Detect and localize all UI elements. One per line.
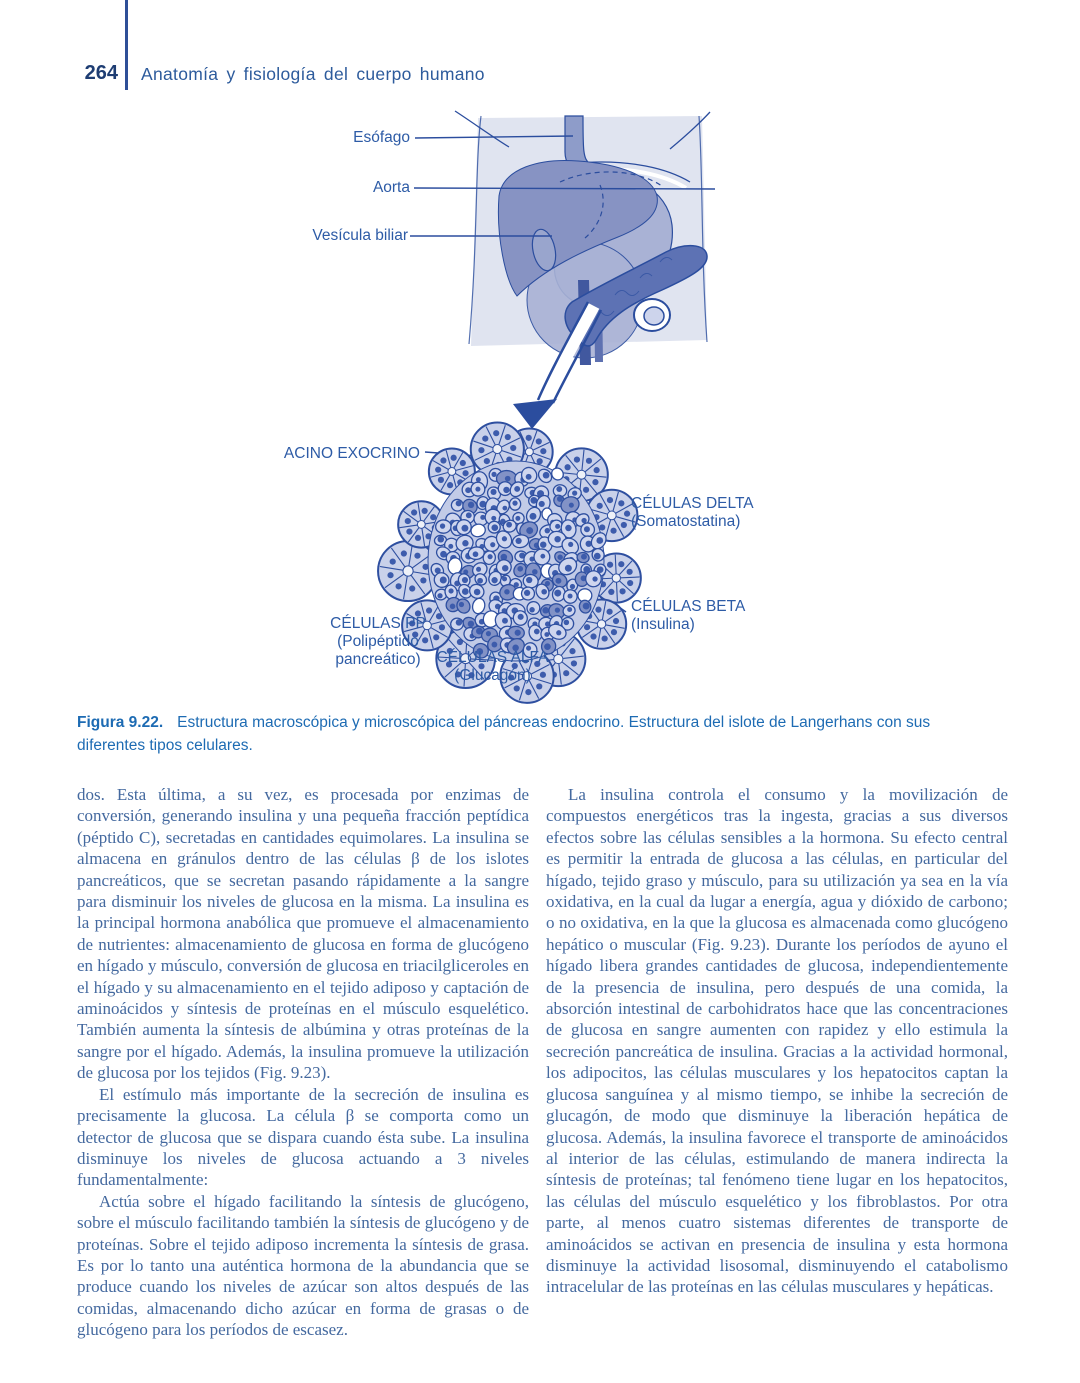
body-columns — [77, 784, 1008, 1341]
paragraph: El estímulo más importante de la secreción de insulina es precisamente la glucosa. La célula β se comporta como un detector de glucosa que se dispara cuando ésta sube. La insulina disminuye los niveles de glucosa actuando a 3 niveles fundamentalmente: — [77, 1084, 529, 1190]
left-column — [77, 784, 529, 1341]
paragraph: dos. Esta última, a su vez, es procesada por enzimas de conversión, generando insulina y una pequeña fracción peptídica (péptido C), secretadas en cantidades equimolares. La insulina se almacena en gránulos dentro de las células β de los islotes pancreáticos, que se secretan pasando rápidamente a la sangre para disminuir los niveles de glucosa en la misma. La insulina es la principal hormona anabólica que promueve el almacenamiento de nutrientes: almacenamiento de glucosa en forma de glucógeno en hígado y músculo, conversión de glucosa en triacilgliceroles en el hígado y su almacenamiento en el tejido adiposo y captación de aminoácidos y síntesis de proteínas en el músculo esquelético. También aumenta la síntesis de albúmina y otras proteínas de la sangre por el hígado. Además, la insulina promueve la utilización de glucosa por los tejidos (Fig. 9.23). — [77, 785, 529, 1083]
label-aorta: Aorta — [372, 179, 410, 196]
label-delta-sub: (Somatostatina) — [631, 513, 741, 530]
label-gallbladder: Vesícula biliar — [312, 227, 408, 244]
caption-label: Figura 9.22. — [77, 714, 164, 731]
running-header-title: Anatomía y fisiología del cuerpo humano — [141, 64, 485, 84]
label-pp-cells — [316, 615, 440, 669]
label-alfa-title: CÉLULAS ALFA — [436, 649, 549, 666]
label-alfa-sub: (Glucagón) — [454, 667, 531, 684]
label-pp-sub2: pancreático) — [335, 651, 421, 668]
paragraph: Actúa sobre el hígado facilitando la síntesis de glucógeno, sobre el músculo facilitando también la síntesis de glucógeno y de proteínas. Sobre el tejido adiposo incrementa la síntesis de grasa. Es por lo tanto una auténtica hormona de la abundancia que se produce cuando los niveles de azúcar son altos después de las comidas, almacenando dicho azúcar en forma de grasas o de glucógeno para los períodos de escasez. — [77, 1191, 529, 1340]
label-exocrine-acinus: ACINO EXOCRINO — [283, 445, 420, 462]
label-alpha-cells — [430, 649, 555, 685]
right-column — [546, 784, 1008, 1341]
label-beta-sub: (Insulina) — [631, 616, 695, 633]
label-beta-cells — [631, 598, 745, 634]
figure-caption — [77, 711, 975, 757]
label-delta-title: CÉLULAS DELTA — [631, 495, 754, 512]
label-pp-title: CÉLULAS PP — [330, 615, 426, 632]
caption-text: Estructura macroscópica y microscópica del páncreas endocrino. Estructura del islote de Langerhans con sus diferentes tipos celulares. — [77, 714, 931, 754]
paragraph: La insulina controla el consumo y la movilización de compuestos energéticos tras la ingesta, gracias a sus diversos efectos sobre las células sensibles a la hormona. Su efecto central es permitir la entrada de glucosa a las células, en particular del hígado, tejido graso y músculo, para su utilización ya sea en la vía oxidativa, en la cual da lugar a energía, agua y dióxido de carbono; o no oxidativa, en la que la glucosa es almacenada como glucógeno hepático o muscular (Fig. 9.23). Durante los períodos de ayuno el hígado libera grandes cantidades de glucosa, independientemente de la presencia de insulina, pero después de una comida, la absorción intestinal de carbohidratos hace que las concentraciones de glucosa en sangre aumenten con rapidez y ello estimula la secreción pancreática de insulina. Gracias a la actividad hormonal, los adipocitos, las células musculares y los hepatocitos captan la glucosa sanguínea y al mismo tiempo, se inhibe la secreción de glucagón, de modo que disminuye la liberación hepática de glucosa. Además, la insulina favorece el transporte de aminoácidos al interior de las células, estimulando de manera indirecta la síntesis de proteínas; tal fenómeno tiene lugar en los hepatocitos, las células del músculo esquelético y los fibroblastos. Por otra parte, al menos cuatro sistemas diferentes de transporte de aminoácidos se activan en presencia de insulina y esta hormona disminuye la actividad lisosomal, disminuyendo el catabolismo intracelular de las proteínas en las células musculares y hepáticas. — [546, 785, 1008, 1297]
label-esophagus: Esófago — [353, 129, 410, 146]
label-delta-cells — [631, 495, 754, 531]
header-divider — [125, 0, 128, 90]
label-beta-title: CÉLULAS BETA — [631, 598, 746, 615]
page-number: 264 — [84, 62, 118, 84]
label-pp-sub1: (Polipéptido — [337, 633, 419, 650]
